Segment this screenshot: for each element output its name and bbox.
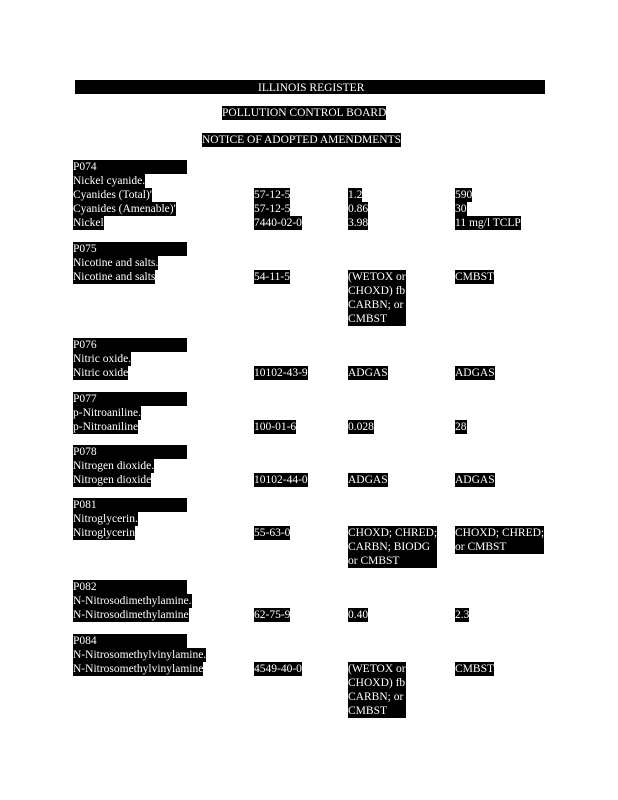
- waste-name: Nitric oxide.: [73, 353, 132, 365]
- waste-name: Nickel cyanide.: [73, 175, 146, 187]
- constituent-name: Cyanides (Total)': [73, 189, 152, 201]
- waste-code: P081: [73, 498, 187, 512]
- constituent-name: Nitrogen dioxide: [73, 474, 152, 486]
- waste-name: Nitrogen dioxide.: [73, 460, 155, 472]
- constituent-name: Nickel: [73, 217, 104, 229]
- waste-name: Nitroglycerin.: [73, 513, 138, 525]
- wastewater-standard: (WETOX or CHOXD) fb CARBN; or CMBST: [348, 663, 406, 717]
- wastewater-standard: CHOXD; CHRED; CARBN; BIODG or CMBST: [348, 527, 438, 567]
- nonwastewater-standard: 28: [455, 421, 467, 433]
- nonwastewater-standard: 590: [455, 189, 473, 201]
- nonwastewater-standard: CMBST: [455, 663, 494, 675]
- waste-code: P078: [73, 445, 187, 459]
- wastewater-standard: 1.2: [348, 189, 363, 201]
- nonwastewater-standard: 2.3: [455, 609, 470, 621]
- waste-name: p-Nitroaniline.: [73, 407, 142, 419]
- wastewater-standard: ADGAS: [348, 474, 388, 486]
- constituent-name: Cyanides (Amenable)': [73, 203, 176, 215]
- cas-number: 7440-02-0: [254, 217, 302, 229]
- cas-number: 100-01-6: [254, 421, 297, 433]
- nonwastewater-standard: CMBST: [455, 271, 494, 283]
- cas-number: 54-11-5: [254, 271, 290, 283]
- constituent-name: Nitroglycerin: [73, 527, 135, 539]
- cas-number: 10102-44-0: [254, 474, 308, 486]
- cas-number: 4549-40-0: [254, 663, 302, 675]
- waste-code: P084: [73, 634, 187, 648]
- wastewater-standard: 0.40: [348, 609, 369, 621]
- board-title: POLLUTION CONTROL BOARD: [222, 107, 387, 119]
- waste-name: N-Nitrosomethylvinylamine.: [73, 649, 207, 661]
- constituent-name: Nicotine and salts: [73, 271, 156, 283]
- cas-number: 57-12-5: [254, 189, 291, 201]
- cas-number: 10102-43-9: [254, 367, 308, 379]
- cas-number: 62-75-9: [254, 609, 291, 621]
- constituent-name: N-Nitrosodimethylamine: [73, 609, 189, 621]
- wastewater-standard: (WETOX or CHOXD) fb CARBN; or CMBST: [348, 271, 406, 325]
- wastewater-standard: 0.86: [348, 203, 369, 215]
- nonwastewater-standard: 11 mg/l TCLP: [455, 217, 521, 229]
- notice-title: NOTICE OF ADOPTED AMENDMENTS: [202, 134, 402, 146]
- nonwastewater-standard: ADGAS: [455, 367, 495, 379]
- wastewater-standard: ADGAS: [348, 367, 388, 379]
- nonwastewater-standard: 30: [455, 203, 467, 215]
- wastewater-standard: 3.98: [348, 217, 369, 229]
- waste-code: P077: [73, 392, 187, 406]
- cas-number: 55-63-0: [254, 527, 291, 539]
- wastewater-standard: 0.028: [348, 421, 374, 433]
- waste-code: P082: [73, 580, 187, 594]
- waste-code: P074: [73, 160, 187, 174]
- nonwastewater-standard: ADGAS: [455, 474, 495, 486]
- register-title: ILLINOIS REGISTER: [258, 82, 365, 94]
- waste-code: P075: [73, 242, 187, 256]
- waste-code: P076: [73, 338, 187, 352]
- constituent-name: Nitric oxide: [73, 367, 129, 379]
- waste-name: N-Nitrosodimethylamine.: [73, 595, 192, 607]
- nonwastewater-standard: CHOXD; CHRED; or CMBST: [455, 527, 545, 553]
- waste-name: Nicotine and salts.: [73, 257, 159, 269]
- constituent-name: N-Nitrosomethylvinylamine: [73, 663, 204, 675]
- cas-number: 57-12-5: [254, 203, 291, 215]
- constituent-name: p-Nitroaniline: [73, 421, 139, 433]
